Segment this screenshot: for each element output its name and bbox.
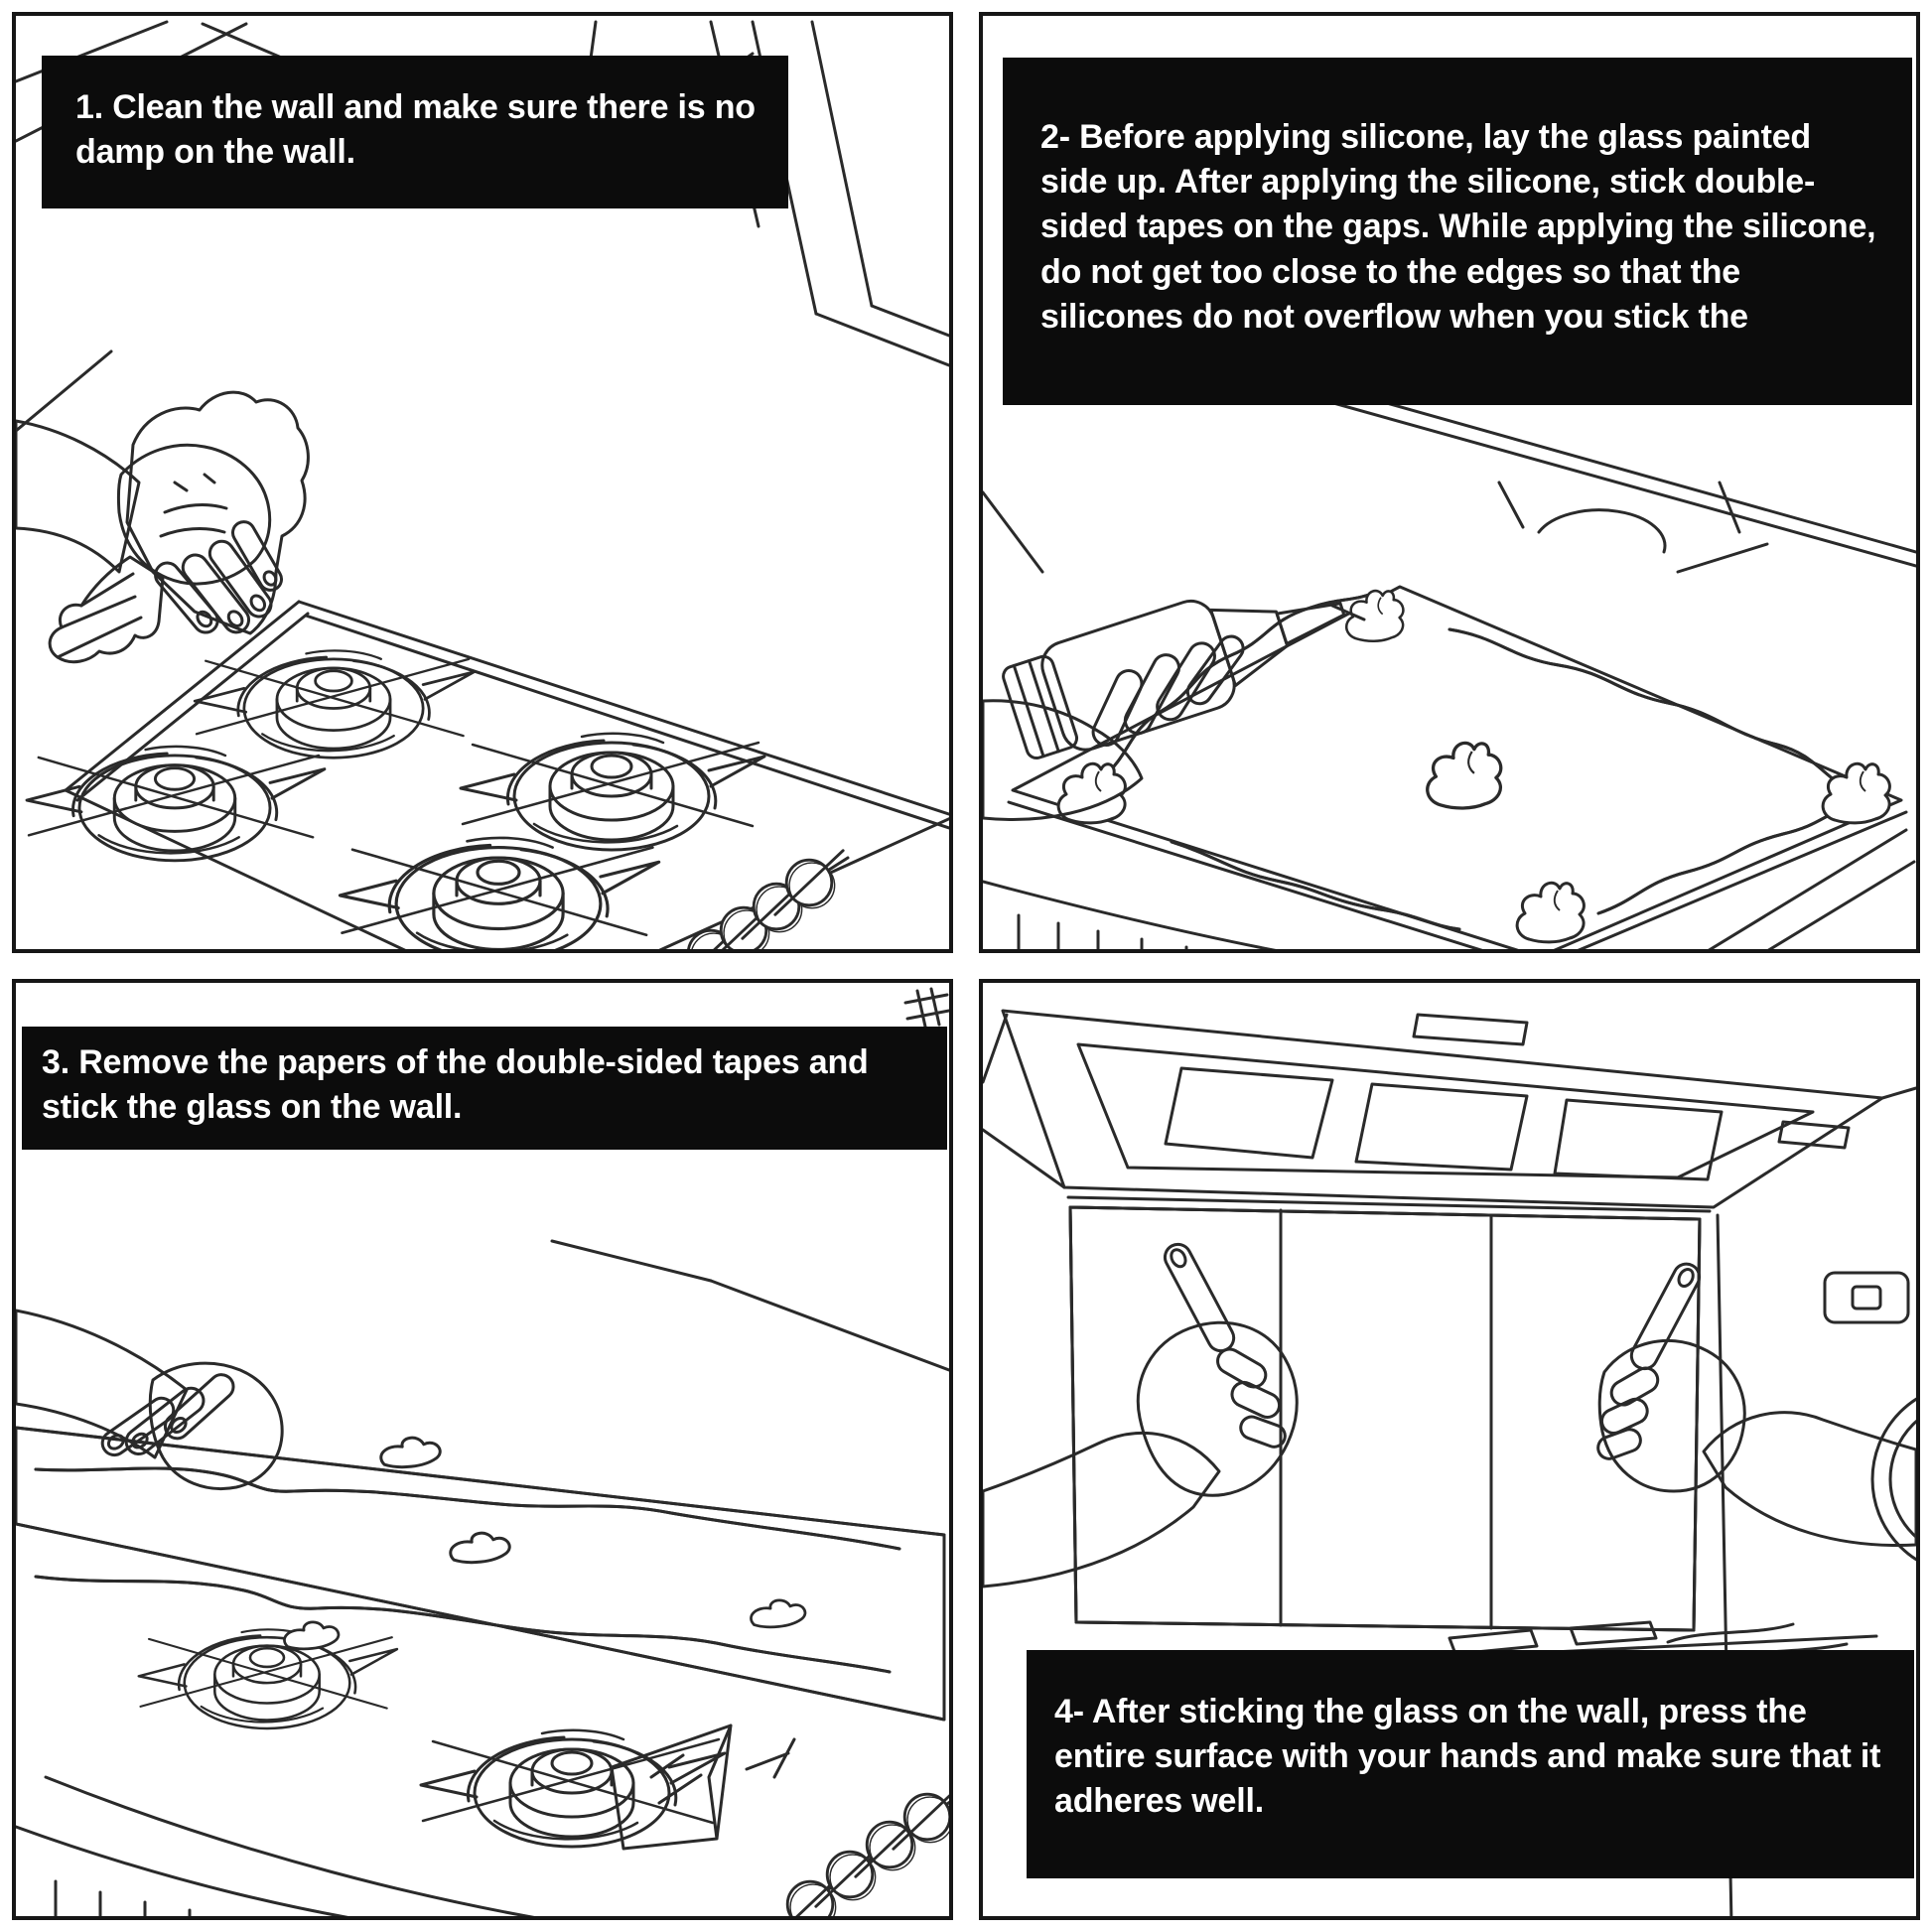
pressing-left-hand xyxy=(983,1240,1297,1587)
step-3-panel xyxy=(12,979,953,1920)
step-1-panel xyxy=(12,12,953,953)
cooktop xyxy=(16,1629,949,1916)
step-3-caption xyxy=(22,1027,947,1150)
counter-background-lines xyxy=(983,373,1916,949)
silicone-dollops xyxy=(1058,591,1889,942)
cooktop xyxy=(27,602,949,949)
step-1-caption-text: 1. Clean the wall and make sure there is no damp on the wall. xyxy=(75,88,756,172)
silicone-bottle-and-hand xyxy=(983,556,1364,819)
step-3-caption-text: 3. Remove the papers of the double-sided tapes and stick the glass on the wall. xyxy=(42,1043,869,1127)
step-2-caption-text: 2- Before applying silicone, lay the glass painted side up. After applying the silicone, stick double-sided tapes on the gaps. While applying the silicone, do not get too close to the edges so that the silicones do not overflow when you stick the xyxy=(1040,118,1876,336)
step-4-panel xyxy=(979,979,1920,1920)
control-knobs xyxy=(776,1785,949,1916)
step-1-caption xyxy=(42,56,788,208)
holding-hand xyxy=(16,1311,282,1489)
range-hood xyxy=(983,1011,1916,1211)
step-2-caption xyxy=(1003,58,1912,405)
step-4-caption xyxy=(1027,1650,1914,1878)
step-2-panel xyxy=(979,12,1920,953)
patterned-glass-panel xyxy=(1070,1207,1700,1630)
step-4-caption-text: 4- After sticking the glass on the wall, press the entire surface with your hands and make sure that it adheres well. xyxy=(1054,1693,1881,1821)
wiping-hand xyxy=(16,421,286,637)
pressing-right-hand xyxy=(1595,1260,1916,1546)
control-knobs xyxy=(677,851,848,949)
glass-sheet-with-silicone xyxy=(16,1428,944,1720)
